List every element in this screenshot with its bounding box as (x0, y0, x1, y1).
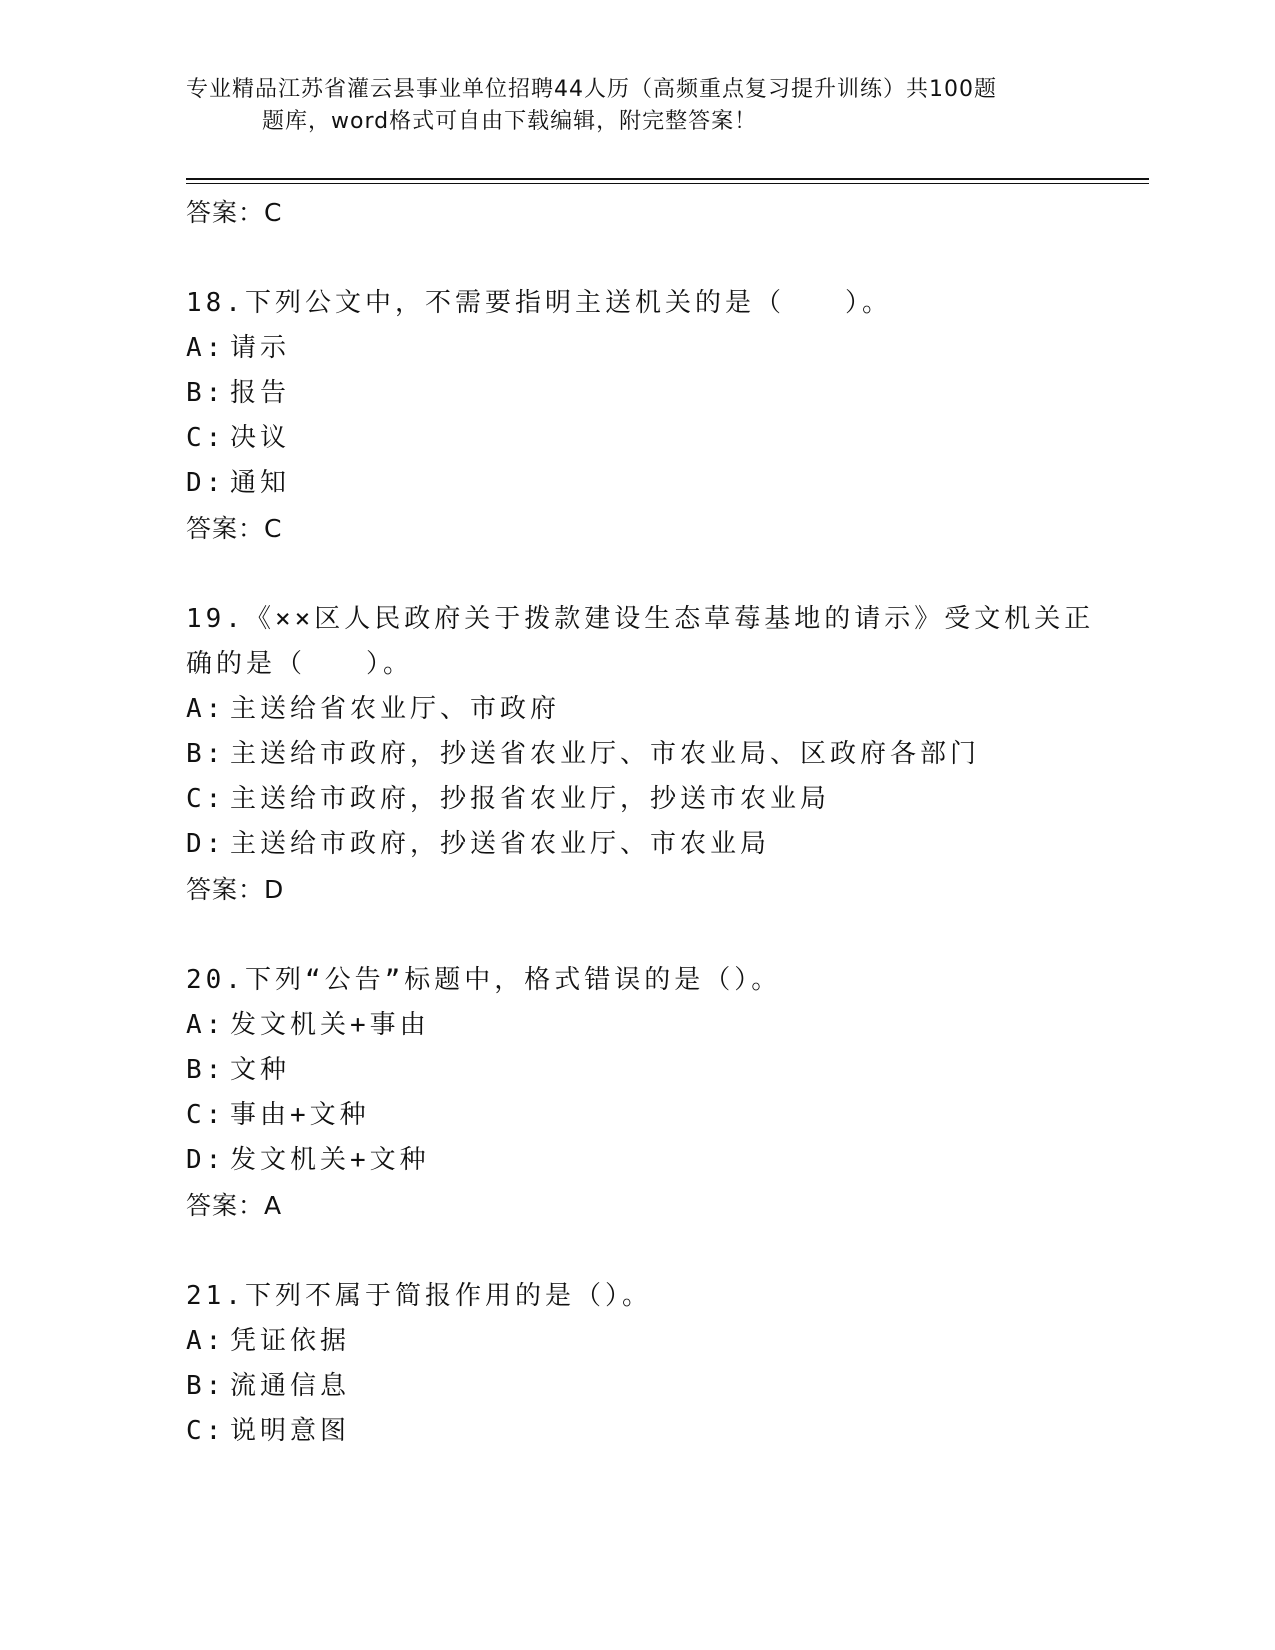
option-label: B: (186, 739, 226, 769)
header-divider (186, 178, 1149, 184)
question-text-line-2: 确的是（ ）。 (186, 649, 414, 679)
option-label: A: (186, 694, 226, 724)
answer-line: 答案：C (186, 514, 283, 543)
option-text: 主送给市政府，抄送省农业厅、市农业局、区政府各部门 (230, 739, 981, 769)
option-label: B: (186, 1371, 226, 1401)
question-text: 20.下列“公告”标题中，格式错误的是（）。 (186, 965, 782, 995)
question-19 (186, 597, 1106, 912)
option-text: 主送给市政府，抄送省农业厅、市农业局 (230, 829, 771, 859)
question-text: 18.下列公文中，不需要指明主送机关的是（ ）。 (186, 288, 892, 318)
option-c (186, 777, 1106, 822)
option-text: 凭证依据 (230, 1326, 351, 1356)
option-label: D: (186, 1145, 226, 1175)
option-text: 决议 (230, 423, 291, 453)
option-d (186, 461, 1106, 506)
answer-line: 答案：A (186, 1191, 283, 1220)
option-a (186, 1319, 1106, 1364)
option-label: C: (186, 1100, 226, 1130)
option-text: 文种 (230, 1055, 291, 1085)
option-c (186, 1093, 1106, 1138)
option-b (186, 1364, 1106, 1409)
option-text: 报告 (230, 378, 291, 408)
option-label: D: (186, 829, 226, 859)
question-text-line-1: 19.《××区人民政府关于拨款建设生态草莓基地的请示》受文机关正 (186, 604, 1095, 634)
option-text: 主送给省农业厅、市政府 (230, 694, 561, 724)
option-b (186, 732, 1106, 777)
header-title-line-2: 题库，word格式可自由下载编辑，附完整答案！ (262, 109, 758, 134)
option-text: 发文机关+文种 (230, 1145, 430, 1175)
option-a (186, 326, 1106, 371)
option-c (186, 416, 1106, 461)
option-text: 说明意图 (230, 1416, 351, 1446)
question-list (186, 190, 1106, 1454)
option-text: 发文机关+事由 (230, 1010, 430, 1040)
option-text: 通知 (230, 468, 291, 498)
question-text: 21.下列不属于简报作用的是（）。 (186, 1281, 652, 1311)
option-label: B: (186, 1055, 226, 1085)
document-header (186, 74, 1086, 138)
option-a (186, 1003, 1106, 1048)
option-label: A: (186, 1010, 226, 1040)
option-b (186, 371, 1106, 416)
option-text: 请示 (230, 333, 291, 363)
header-title-line-1: 专业精品江苏省灌云县事业单位招聘44人历（高频重点复习提升训练）共100题 (186, 77, 997, 102)
option-label: C: (186, 784, 226, 814)
option-text: 事由+文种 (230, 1100, 370, 1130)
option-b (186, 1048, 1106, 1093)
option-d (186, 822, 1106, 867)
question-20 (186, 958, 1106, 1228)
option-label: C: (186, 423, 226, 453)
option-label: C: (186, 1416, 226, 1446)
question-18 (186, 281, 1106, 551)
option-label: A: (186, 1326, 226, 1356)
option-text: 流通信息 (230, 1371, 351, 1401)
option-label: D: (186, 468, 226, 498)
option-text: 主送给市政府，抄报省农业厅，抄送市农业局 (230, 784, 831, 814)
answer-line: 答案：D (186, 875, 285, 904)
option-label: B: (186, 378, 226, 408)
option-c (186, 1409, 1106, 1454)
option-label: A: (186, 333, 226, 363)
previous-answer: 答案：C (186, 198, 283, 227)
question-21 (186, 1274, 1106, 1454)
option-d (186, 1138, 1106, 1183)
option-a (186, 687, 1106, 732)
